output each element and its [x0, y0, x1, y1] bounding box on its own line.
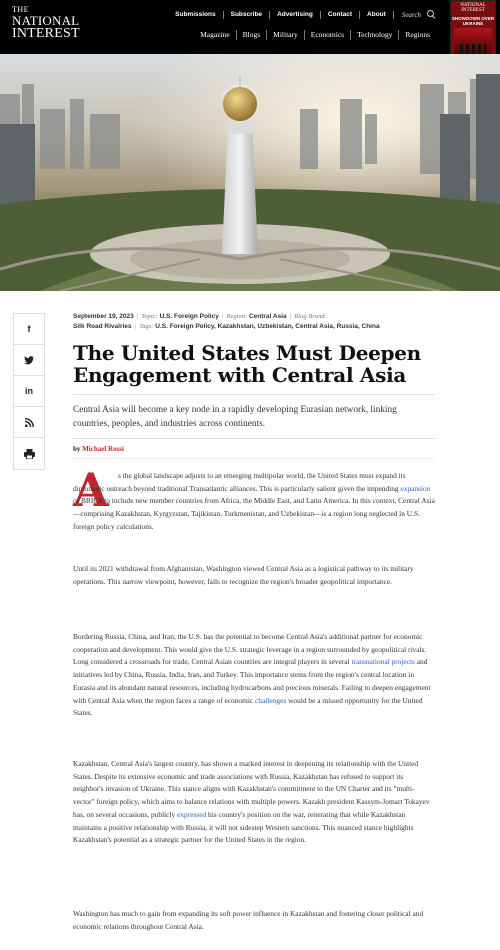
top-utility-nav — [168, 10, 436, 19]
twitter-icon — [24, 356, 34, 365]
nav-military[interactable]: Military — [267, 30, 305, 40]
rss-icon — [25, 418, 34, 427]
link-challenges[interactable]: challenges — [255, 695, 287, 705]
logo-line-2: INTEREST — [12, 26, 80, 41]
promo-headline: SHOWDOWN OVER UKRAINE — [451, 16, 495, 26]
print-button[interactable] — [14, 438, 44, 469]
nav-about[interactable]: About — [360, 11, 394, 19]
article-title: The United States Must Deepen Engagement with Central Asia — [73, 341, 421, 387]
blog-brand-link[interactable]: Silk Road Rivalries — [73, 323, 132, 330]
share-rss-button[interactable] — [14, 407, 44, 438]
share-facebook-button[interactable] — [14, 314, 44, 345]
main-nav — [194, 30, 436, 40]
body-paragraph-1: s the global landscape adjusts to an emerging multipolar world, the United States must expand its diplomatic outreach beyond traditional Transatlantic alliances. This is particularly salient given the impending expansion of BRICS to include new member countries from Africa, the Middle East, and Latin America. In this context, Central Asia—comprising Kazakhstan, Kyrgyzstan, Tajikistan, Turkmenistan, and Uzbekistan—is a region long neglected in U.S. foreign policy calculations. — [73, 471, 435, 531]
search-icon[interactable] — [427, 10, 436, 19]
link-expansion[interactable]: expansion — [400, 483, 431, 493]
region-label: Region: — [226, 313, 248, 320]
nav-regions[interactable]: Regions — [405, 30, 430, 39]
nav-blogs[interactable]: Blogs — [237, 30, 268, 40]
body-paragraph-4: Kazakhstan, Central Asia's largest country, has shown a marked interest in deepening its relationship with the United States. Despite its extensive economic and trade associations with Russia, Kazakhstan has refused to support its neighbor's invasion of Ukraine. This stance aligns with Kazakhstan's commitment to the UN Charter and its "multi-vector" foreign policy, which aims to balance relations with multiple powers. Kazakh president Kassym-Jomart Tokayev has, on several occasions, publicly expressed his country's position on the war, reiterating that while Kazakhstan maintains a positive relationship with Russia, it will not sidestep Western sanctions. This nuanced stance highlights Kazakhstan's potential as a strategic partner for the United States in the region. — [73, 759, 430, 845]
divider — [73, 438, 435, 439]
nav-technology[interactable]: Technology — [351, 30, 399, 40]
author-link[interactable]: Michael Rossi — [82, 445, 124, 453]
body-paragraph-2: Until its 2021 withdrawal from Afghanistan, Washington viewed Central Asia as a logistical pathway to its military operations. This narrow viewpoint, however, fails to recognize the region's broader geopolitical importance. — [73, 564, 414, 586]
article-date: September 19, 2023 — [73, 313, 134, 320]
nav-magazine[interactable]: Magazine — [194, 30, 237, 40]
nav-economics[interactable]: Economics — [305, 30, 351, 40]
divider — [73, 458, 435, 459]
linkedin-icon: in — [25, 386, 33, 396]
nav-advertising[interactable]: Advertising — [270, 11, 321, 19]
search-label[interactable]: Search — [401, 10, 421, 19]
share-linkedin-button[interactable] — [14, 376, 44, 407]
share-bar — [13, 313, 45, 470]
topic-label: Topic: — [141, 313, 158, 320]
promo-title: NATIONAL INTEREST — [460, 3, 486, 13]
article-dek: Central Asia will become a key node in a rapidly developing Eurasian network, linking countries, peoples, and industries across continents. — [73, 405, 397, 429]
hero-cityscape-illustration — [0, 54, 500, 291]
byline-by: by — [73, 445, 81, 453]
tags-label: Tags: — [139, 323, 154, 330]
byline — [73, 445, 124, 453]
link-transnational-projects[interactable]: transnational projects — [351, 657, 415, 667]
tags-list[interactable]: U.S. Foreign Policy, Kazakhstan, Uzbekistan, Central Asia, Russia, China — [155, 323, 380, 330]
share-twitter-button[interactable] — [14, 345, 44, 376]
blog-brand-label: Blog Brand: — [294, 313, 327, 320]
region-link[interactable]: Central Asia — [248, 313, 287, 320]
nav-contact[interactable]: Contact — [321, 11, 360, 19]
body-paragraph-3: Bordering Russia, China, and Iran, the U.S. has the potential to become Central Asia's additional partner for economic cooperation and development. This would give the U.S. strategic leverage in a region surrounded by geopolitical rivals. Long considered a crossroads for trade, Central Asian countries are integral players in several transnational projects and initiatives led by China, Russia, India, Iran, and Turkey. This importance stems from the region's central location in Eurasia and its abundant natural resources, including hydrocarbons and precious minerals. Failing to deepen engagement with Central Asia when the region faces a range of economic challenges would be a missed opportunity for the United States. — [73, 632, 431, 718]
nav-subscribe[interactable]: Subscribe — [224, 11, 270, 19]
print-icon — [24, 449, 35, 459]
site-logo[interactable] — [12, 6, 82, 41]
site-header — [0, 0, 500, 54]
drop-cap: A — [73, 463, 109, 517]
divider — [73, 394, 435, 395]
logo-the: THE — [12, 5, 30, 14]
article-meta: September 19, 2023 | Topic: U.S. Foreign Policy | Region: Central Asia | Blog Brand: Silk Road Rivalries | Tags: U.S. Foreign Policy, Kazakhstan, Uzbekistan, Central Asia, Russia, China — [73, 313, 380, 330]
topic-link[interactable]: U.S. Foreign Policy — [159, 313, 219, 320]
link-expressed[interactable]: expressed — [177, 809, 207, 819]
facebook-icon: f — [27, 324, 31, 334]
logo-line-1: NATIONAL — [12, 13, 80, 28]
nav-submissions[interactable]: Submissions — [168, 11, 223, 19]
body-paragraph-5: Washington has much to gain from expanding its soft power influence in Kazakhstan and fostering closer political and economic relations throughout Central Asia. — [73, 909, 424, 931]
hero-image — [0, 54, 500, 291]
